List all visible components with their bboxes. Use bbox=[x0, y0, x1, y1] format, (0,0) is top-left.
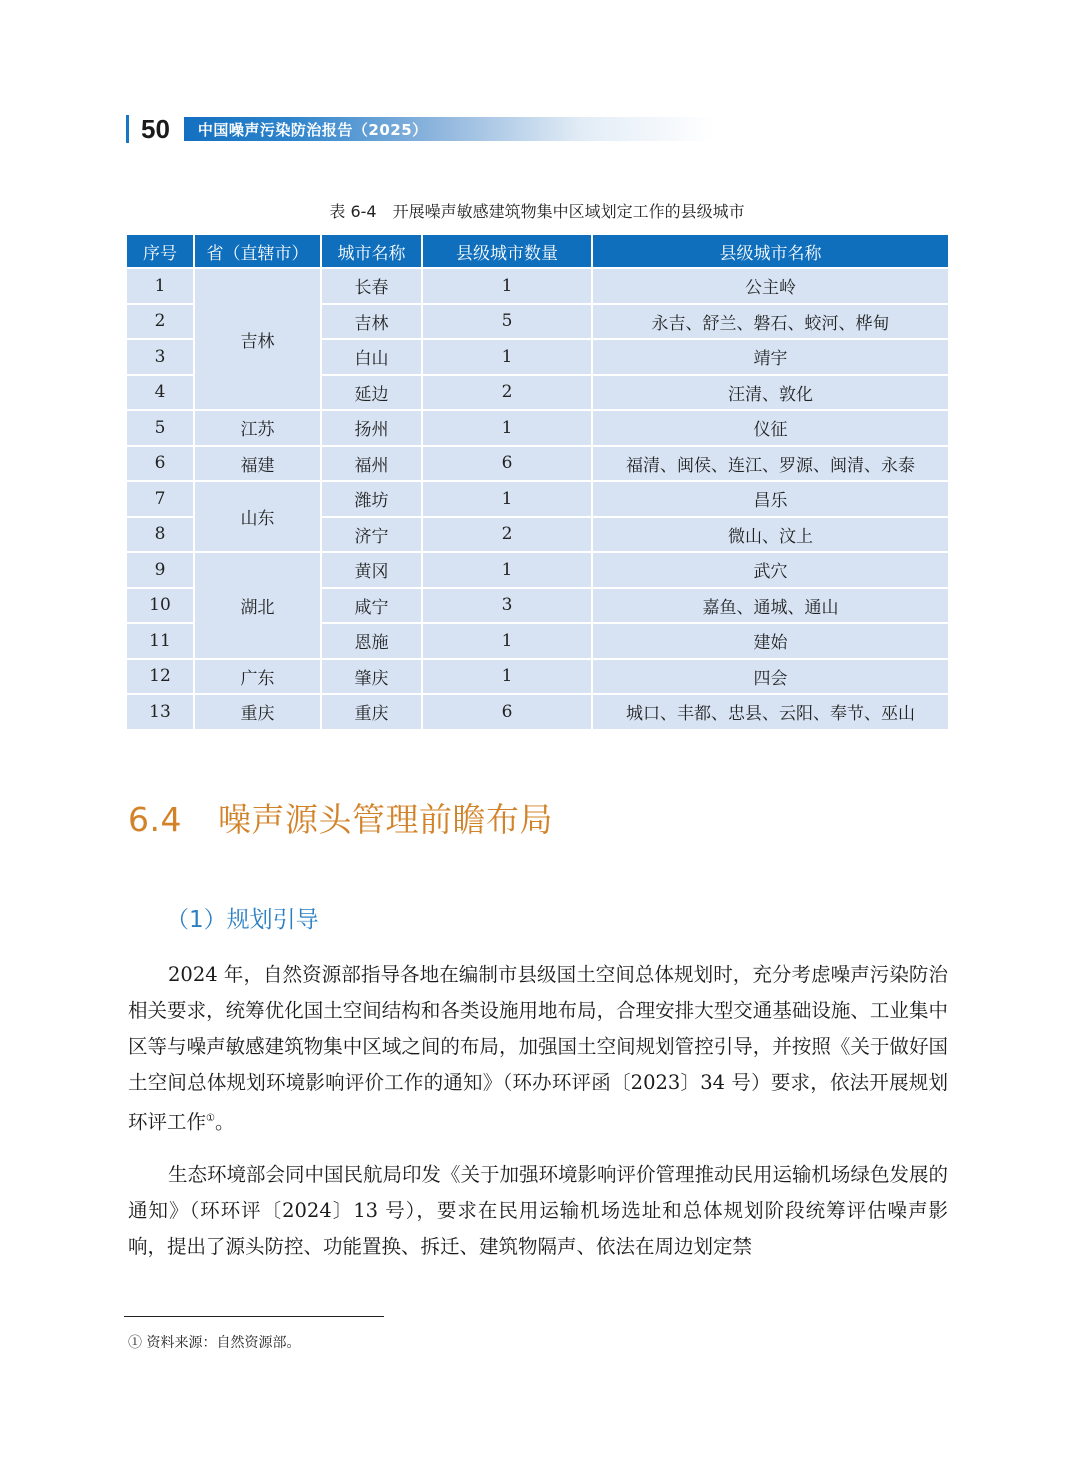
cell-count: 1 bbox=[423, 340, 591, 374]
table-row bbox=[127, 411, 948, 445]
cell-no: 2 bbox=[127, 305, 193, 339]
cell-province: 重庆 bbox=[195, 695, 320, 729]
report-title: 中国噪声污染防治报告（2025） bbox=[197, 120, 428, 139]
paragraph-airport-notice bbox=[128, 1157, 948, 1265]
report-title-band bbox=[184, 117, 714, 141]
cell-province: 福建 bbox=[195, 447, 320, 481]
cell-no: 9 bbox=[127, 553, 193, 587]
cell-counties: 微山、汶上 bbox=[593, 518, 948, 552]
table-row bbox=[127, 695, 948, 729]
paragraph-planning-guidance bbox=[128, 957, 948, 1141]
cell-counties: 仪征 bbox=[593, 411, 948, 445]
cell-counties: 嘉鱼、通城、通山 bbox=[593, 589, 948, 623]
running-header bbox=[126, 114, 714, 144]
cell-count: 1 bbox=[423, 269, 591, 303]
footnote-divider bbox=[124, 1316, 384, 1317]
cell-count: 1 bbox=[423, 482, 591, 516]
cell-city: 恩施 bbox=[322, 624, 421, 658]
table-row bbox=[127, 482, 948, 516]
county-cities-table bbox=[125, 233, 950, 731]
table-row bbox=[127, 447, 948, 481]
cell-province: 山东 bbox=[195, 482, 320, 551]
header-accent-bar bbox=[126, 115, 129, 143]
cell-count: 2 bbox=[423, 518, 591, 552]
cell-city: 延边 bbox=[322, 376, 421, 410]
cell-no: 1 bbox=[127, 269, 193, 303]
cell-no: 12 bbox=[127, 660, 193, 694]
paragraph-body: 2024 年，自然资源部指导各地在编制市县级国土空间总体规划时，充分考虑噪声污染防治相关要求，统筹优化国土空间结构和各类设施用地布局，合理安排大型交通基础设施、工业集中区等与噪声敏感建筑物集中区域之间的布局，加强国土空间规划管控引导，并按照《关于做好国土空间总体规划环境影响评价工作的通知》（环办环评函〔2023〕34 号）要求，依法开展规划环评工作 bbox=[128, 963, 948, 1134]
cell-city: 肇庆 bbox=[322, 660, 421, 694]
cell-count: 6 bbox=[423, 695, 591, 729]
cell-counties: 公主岭 bbox=[593, 269, 948, 303]
col-header-no: 序号 bbox=[127, 235, 193, 267]
cell-count: 1 bbox=[423, 624, 591, 658]
col-header-city: 城市名称 bbox=[322, 235, 421, 267]
paragraph-text: 生态环境部会同中国民航局印发《关于加强环境影响评价管理推动民用运输机场绿色发展的通知》（环环评〔2024〕13 号），要求在民用运输机场选址和总体规划阶段统筹评估噪声影响，提出了源头防控、功能置换、拆迁、建筑物隔声、依法在周边划定禁 bbox=[128, 1163, 949, 1258]
page-number: 50 bbox=[141, 114, 170, 144]
section-number: 6.4 bbox=[128, 800, 182, 839]
footnote: ① 资料来源：自然资源部。 bbox=[128, 1335, 301, 1351]
cell-counties: 建始 bbox=[593, 624, 948, 658]
table-row bbox=[127, 660, 948, 694]
cell-province: 广东 bbox=[195, 660, 320, 694]
cell-counties: 永吉、舒兰、磐石、蛟河、桦甸 bbox=[593, 305, 948, 339]
cell-city: 福州 bbox=[322, 447, 421, 481]
cell-city: 吉林 bbox=[322, 305, 421, 339]
cell-city: 黄冈 bbox=[322, 553, 421, 587]
cell-count: 3 bbox=[423, 589, 591, 623]
cell-city: 扬州 bbox=[322, 411, 421, 445]
paragraph-text bbox=[128, 957, 948, 1141]
cell-counties: 汪清、敦化 bbox=[593, 376, 948, 410]
cell-count: 1 bbox=[423, 411, 591, 445]
cell-province: 湖北 bbox=[195, 553, 320, 658]
cell-city: 白山 bbox=[322, 340, 421, 374]
cell-province: 江苏 bbox=[195, 411, 320, 445]
cell-counties: 武穴 bbox=[593, 553, 948, 587]
cell-counties: 城口、丰都、忠县、云阳、奉节、巫山 bbox=[593, 695, 948, 729]
table-caption: 表 6-4 开展噪声敏感建筑物集中区域划定工作的县级城市 bbox=[329, 202, 745, 221]
cell-city: 咸宁 bbox=[322, 589, 421, 623]
cell-counties: 昌乐 bbox=[593, 482, 948, 516]
cell-city: 潍坊 bbox=[322, 482, 421, 516]
cell-count: 2 bbox=[423, 376, 591, 410]
table-row bbox=[127, 553, 948, 587]
cell-counties: 四会 bbox=[593, 660, 948, 694]
cell-province: 吉林 bbox=[195, 269, 320, 409]
cell-no: 10 bbox=[127, 589, 193, 623]
subsection-heading: （1）规划引导 bbox=[166, 907, 319, 933]
cell-no: 8 bbox=[127, 518, 193, 552]
cell-city: 重庆 bbox=[322, 695, 421, 729]
col-header-counties: 县级城市名称 bbox=[593, 235, 948, 267]
cell-counties: 靖宇 bbox=[593, 340, 948, 374]
cell-no: 6 bbox=[127, 447, 193, 481]
cell-no: 5 bbox=[127, 411, 193, 445]
cell-count: 1 bbox=[423, 660, 591, 694]
cell-no: 7 bbox=[127, 482, 193, 516]
paragraph-end: 。 bbox=[214, 1110, 235, 1134]
cell-no: 4 bbox=[127, 376, 193, 410]
cell-city: 长春 bbox=[322, 269, 421, 303]
section-title: 噪声源头管理前瞻布局 bbox=[217, 800, 553, 839]
cell-no: 13 bbox=[127, 695, 193, 729]
section-heading bbox=[128, 794, 553, 841]
cell-counties: 福清、闽侯、连江、罗源、闽清、永泰 bbox=[593, 447, 948, 481]
col-header-count: 县级城市数量 bbox=[423, 235, 591, 267]
table-row bbox=[127, 269, 948, 303]
col-header-province: 省（直辖市） bbox=[195, 235, 320, 267]
cell-no: 3 bbox=[127, 340, 193, 374]
table-header-row bbox=[127, 235, 948, 267]
cell-count: 6 bbox=[423, 447, 591, 481]
cell-city: 济宁 bbox=[322, 518, 421, 552]
footnote-reference[interactable]: ① bbox=[206, 1113, 215, 1124]
cell-count: 1 bbox=[423, 553, 591, 587]
cell-no: 11 bbox=[127, 624, 193, 658]
cell-count: 5 bbox=[423, 305, 591, 339]
